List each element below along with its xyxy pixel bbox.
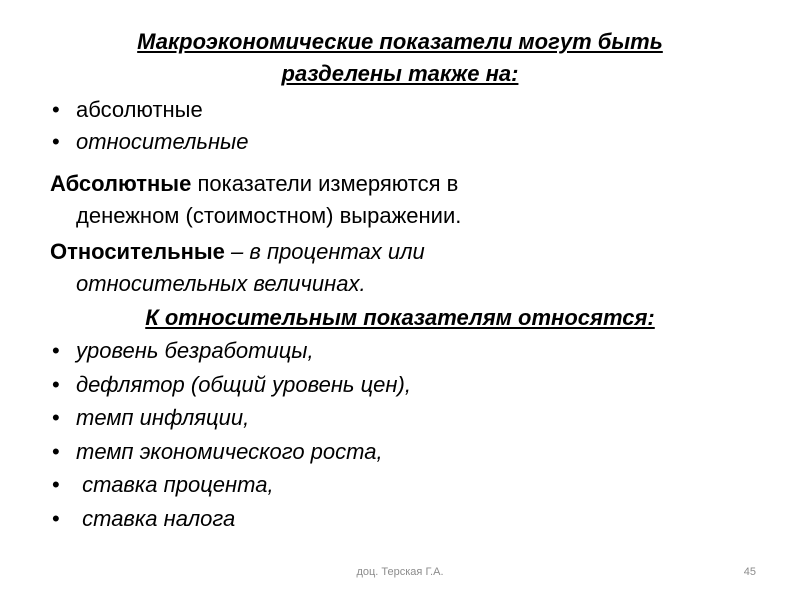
list-item [50, 368, 411, 402]
bullet-icon: • [52, 371, 60, 397]
bullet-icon: • [52, 472, 60, 497]
slide-title-line-2: разделены также на: [281, 61, 519, 86]
list-item [50, 502, 411, 536]
absolute-definition [50, 168, 750, 232]
footer-author: доц. Терская Г.А. [356, 566, 444, 578]
bullet-icon: • [52, 129, 60, 154]
relative-definition [50, 236, 750, 300]
list-item [50, 334, 411, 368]
page-number: 45 [743, 566, 756, 578]
list-item-text: темп экономического роста, [76, 438, 383, 464]
bullet-icon: • [52, 97, 60, 122]
list-item-text: дефлятор (общий уровень цен), [76, 371, 411, 397]
relative-indicators-heading: К относительным показателям относятся: [145, 305, 655, 330]
absolute-term: Абсолютные [50, 171, 192, 196]
absolute-text: показатели измеряются в [191, 171, 459, 196]
indicator-types-list [50, 94, 248, 158]
list-item-text: относительные [76, 129, 249, 154]
list-item [50, 126, 248, 158]
bullet-icon: • [52, 405, 60, 430]
list-item-text: уровень безработицы, [76, 338, 314, 363]
bullet-icon: • [52, 438, 60, 464]
list-item [50, 468, 411, 502]
relative-text: – в процентах или [224, 239, 425, 264]
list-item-text: абсолютные [76, 97, 203, 122]
relative-indicators-list [50, 334, 411, 535]
absolute-text-cont: денежном (стоимостном) выражении. [76, 203, 462, 228]
bullet-icon: • [52, 505, 60, 531]
relative-term: Относительные [50, 239, 225, 264]
relative-text-cont: относительных величинах. [76, 271, 366, 296]
list-item-text: темп инфляции, [76, 405, 250, 430]
list-item [50, 94, 248, 126]
list-item [50, 435, 411, 469]
list-item-text: ставка процента, [76, 472, 274, 497]
bullet-icon: • [52, 338, 60, 363]
list-item-text: ставка налога [76, 505, 236, 531]
list-item [50, 401, 411, 435]
slide-title-line-1: Макроэкономические показатели могут быть [137, 29, 663, 54]
